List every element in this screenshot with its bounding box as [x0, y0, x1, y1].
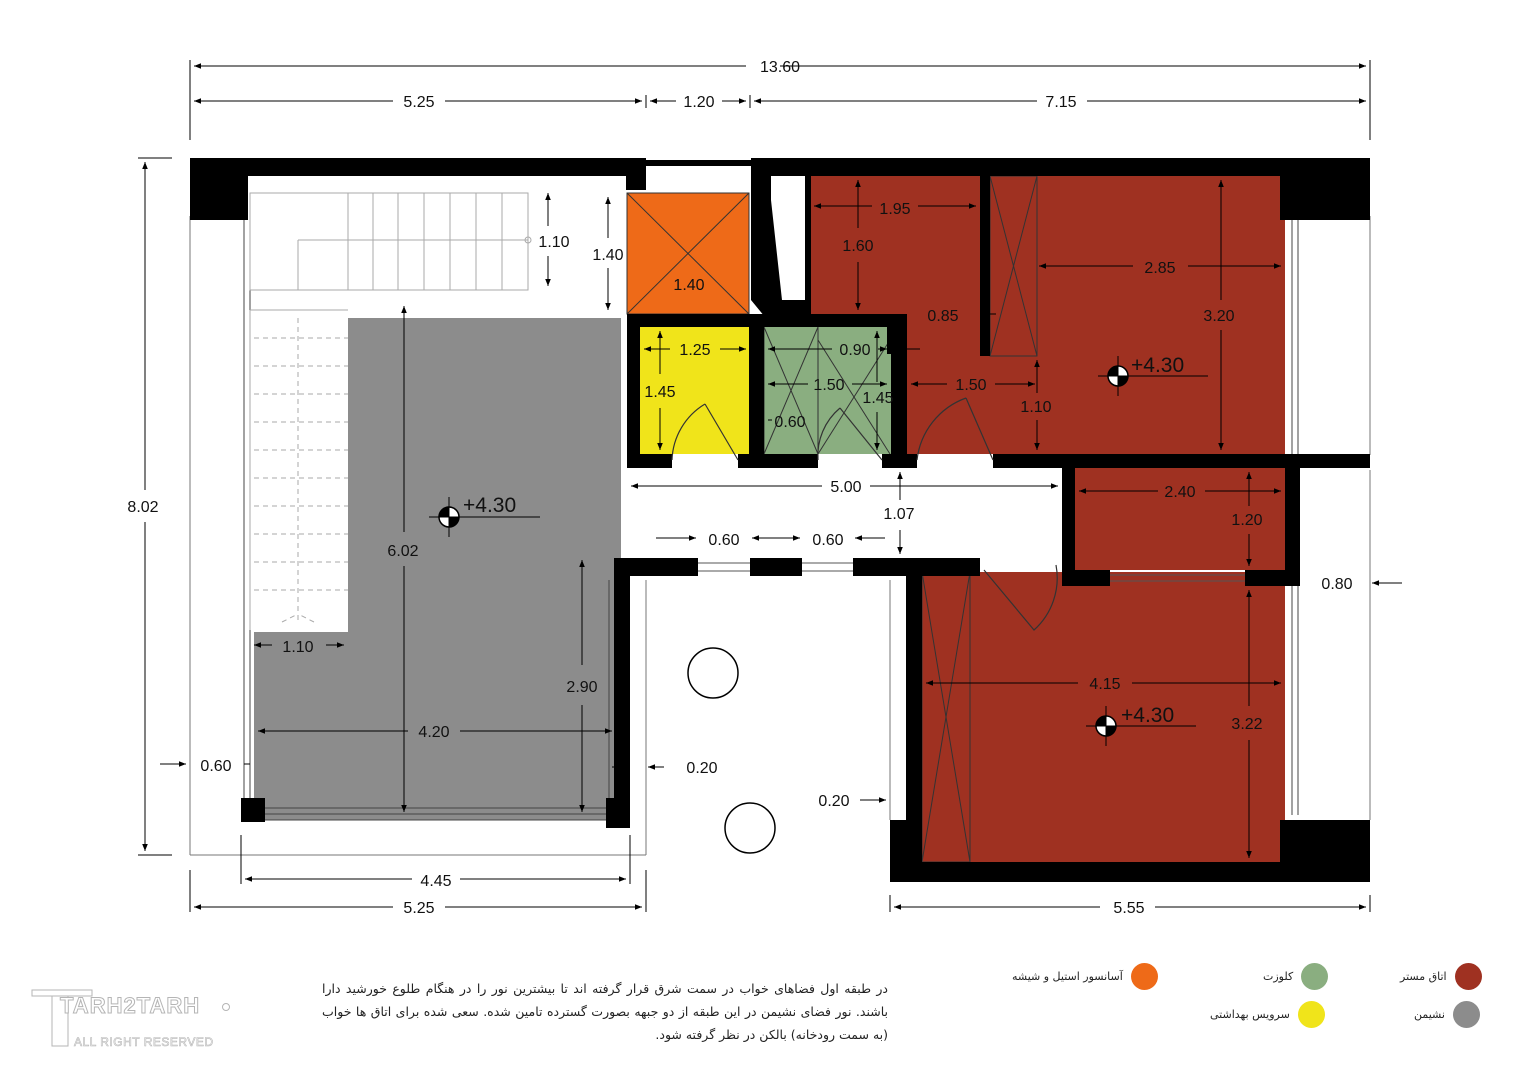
dim-bed1-width: 2.85: [1144, 260, 1176, 277]
legend-master-bedroom: [1400, 963, 1482, 990]
living-area-fill: [254, 318, 621, 820]
dim-living-width: 4.20: [418, 724, 450, 741]
dim-closet-depth: 1.50: [813, 377, 845, 394]
dim-wc-width: 1.25: [679, 342, 711, 359]
dim-bed2-closet-h: 1.20: [1231, 512, 1263, 529]
dim-closet-door: 0.60: [774, 414, 806, 431]
legend-label-master-bedroom: اتاق مستر: [1400, 970, 1447, 983]
round-table-2: [725, 803, 775, 853]
level-label-bedroom-1: +4.30: [1131, 354, 1185, 377]
legend-label-elevator: آسانسور استیل و شیشه: [1012, 970, 1123, 983]
legend-elevator: [1012, 963, 1158, 990]
dim-bed1-lower: 1.10: [1020, 399, 1052, 416]
furniture: [688, 648, 775, 853]
dim-bed1-closet-h: 1.60: [842, 238, 874, 255]
dim-bed1-corridor: 1.50: [955, 377, 987, 394]
legend-swatch-living: [1453, 1001, 1480, 1028]
dim-bottom-left: 5.25: [403, 900, 435, 917]
dim-window-2: 0.60: [812, 532, 844, 549]
dim-elevator-side: 1.40: [592, 247, 624, 264]
dim-right-edge: 0.80: [1321, 576, 1353, 593]
legend-swatch-closet: [1301, 963, 1328, 990]
dim-left-margin: 0.60: [200, 758, 232, 775]
legend-label-living: نشیمن: [1414, 1008, 1445, 1021]
dim-closet-side: 1.45: [862, 390, 894, 407]
plan-description: در طبقه اول فضاهای خواب در سمت شرق قرار گرفته اند تا بیشترین نور را در هنگام طلوع خورشید دارا باشند. نور فضای نشیمن در این طبقه از دو جبهه بصورت گسترده تامین شده. سعی شده برای اتاق ها خواب (به سمت رودخانه) بالکن در نظر گرفته شود.: [322, 981, 888, 1042]
dim-wall-thickness: 0.20: [686, 760, 718, 777]
dim-bed1-wall: 0.85: [927, 308, 959, 325]
level-label-bedroom-2: +4.30: [1121, 704, 1175, 727]
logo-brand: TARH2TARH: [60, 993, 201, 1018]
dim-stair-width: 1.10: [282, 639, 314, 656]
dim-living-depth: 6.02: [387, 543, 419, 560]
round-table-1: [688, 648, 738, 698]
dim-corridor-length: 5.00: [830, 479, 862, 496]
dim-bed2-closet-w: 2.40: [1164, 484, 1196, 501]
dim-top-left: 5.25: [403, 94, 435, 111]
dim-top-mid: 1.20: [683, 94, 715, 111]
dim-elevator-width: 1.40: [673, 277, 705, 294]
dim-bed2-depth: 3.22: [1231, 716, 1263, 733]
dim-bed2-width: 4.15: [1089, 676, 1121, 693]
legend-swatch-wc: [1298, 1001, 1325, 1028]
legend-swatch-elevator: [1131, 963, 1158, 990]
dim-window-1: 0.60: [708, 532, 740, 549]
legend-living: [1414, 1001, 1480, 1028]
dim-overall-width: 13.60: [759, 59, 801, 76]
legend-label-wc: سرویس بهداشتی: [1210, 1008, 1290, 1021]
dim-closet-width: 0.90: [839, 342, 871, 359]
legend-closet: [1263, 963, 1328, 990]
dim-living-lower: 2.90: [566, 679, 598, 696]
level-label-living: +4.30: [463, 494, 517, 517]
legend-wc: [1210, 1001, 1325, 1028]
legend-label-closet: کلوزت: [1263, 970, 1294, 983]
dim-bed1-closet-w: 1.95: [879, 201, 911, 218]
dim-overall-height: 8.02: [127, 499, 159, 516]
dim-bottom-inner: 4.45: [420, 873, 452, 890]
dim-stair-run: 1.10: [538, 234, 570, 251]
dim-bed1-depth: 3.20: [1203, 308, 1235, 325]
logo-rights: ALL RIGHT RESERVED: [74, 1035, 214, 1049]
watermark-logo: [30, 985, 230, 1055]
dim-bottom-right: 5.55: [1113, 900, 1145, 917]
dim-balcony-wall: 0.20: [818, 793, 850, 810]
legend-swatch-master-bedroom: [1455, 963, 1482, 990]
dim-corridor-width: 1.07: [883, 506, 915, 523]
dim-wc-depth: 1.45: [644, 384, 676, 401]
dim-top-right: 7.15: [1045, 94, 1077, 111]
